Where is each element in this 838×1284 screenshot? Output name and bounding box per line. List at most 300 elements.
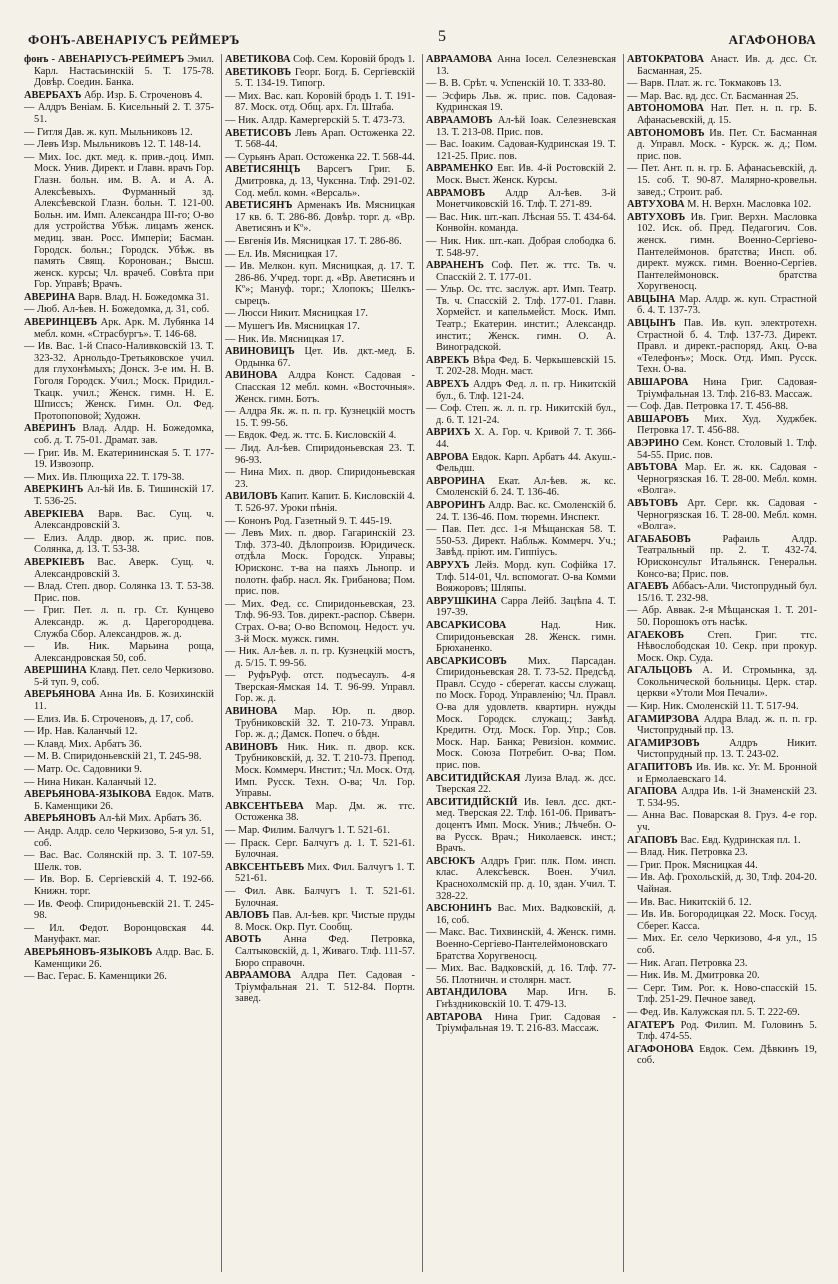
entry-details: — Ив. Ив. Богородицкая 22. Моск. Госуд. Сберег. Касса. xyxy=(627,909,817,932)
directory-entry xyxy=(627,738,817,761)
directory-entry xyxy=(24,484,214,507)
entry-details: Алдръ Григ. плк. Пом. инсп. клас. Алексѣевск. Воен. Учил. Краснохолмскій пр. д. 10, здан. Учил. Т. 328-22. xyxy=(436,855,616,902)
entry-surname: АГАЕКОВЪ xyxy=(627,629,685,641)
entry-details: — Клавд. Мих. Арбатъ 36. xyxy=(24,738,142,750)
entry-surname: АВЕТИКОВА xyxy=(225,54,291,65)
entry-details: — Мушегъ Ив. Мясницкая 17. xyxy=(225,321,360,333)
entry-details: Рафаиль Алдр. Театральный пр. 2. Т. 432-74. Юрисконсульт Итальянск. Генеральн. Консо-ва; Прис. пов. xyxy=(637,533,817,580)
entry-details: — Варв. Плат. ж. гс. Токмаковъ 13. xyxy=(627,78,782,90)
directory-entry xyxy=(426,379,616,402)
directory-entry xyxy=(627,762,817,785)
entry-surname: АВРОВА xyxy=(426,451,469,463)
directory-entry xyxy=(627,810,817,833)
directory-entry xyxy=(627,212,817,293)
directory-entry xyxy=(426,856,616,902)
directory-entry xyxy=(627,1007,817,1019)
directory-entry xyxy=(426,54,616,77)
page-number: 5 xyxy=(438,28,447,45)
entry-details: — Кононъ Род. Газетный 9. Т. 445-19. xyxy=(225,515,393,527)
directory-entry xyxy=(24,472,214,484)
entry-details: Алдръ Никит. Чистопрудный пр. 13. Т. 243-02. xyxy=(637,737,817,761)
entry-surname: АВРААМОВА xyxy=(225,970,292,982)
entry-surname: АВЕРЬЯНОВА-ЯЗЫКОВА xyxy=(24,789,152,801)
directory-entry xyxy=(225,346,415,369)
directory-entry xyxy=(627,377,817,400)
entry-details: — Фед. Ив. Калужская пл. 5. Т. 222-69. xyxy=(627,1006,800,1018)
entry-surname: АВРОРИНЪ xyxy=(426,499,486,511)
entry-details: — Серг. Тим. Рог. к. Ново-спасскій 15. Тлф. 251-29. Печное завед. xyxy=(627,982,817,1006)
directory-entry xyxy=(225,164,415,199)
directory-entry xyxy=(225,528,415,598)
directory-entry xyxy=(426,139,616,162)
directory-entry xyxy=(24,971,214,983)
directory-column-1 xyxy=(24,54,217,1272)
directory-entry xyxy=(225,516,415,528)
entry-surname: АВЕРИНЪ xyxy=(24,423,76,435)
entry-details: Вас. Евд. Кудринская пл. 1. xyxy=(677,834,801,846)
directory-entry xyxy=(426,1012,616,1035)
entry-details: Алдр. Вас. кс. Смоленскій б. 24. Т. 136-46. Пом. тюремн. Инспект. xyxy=(436,499,616,523)
entry-details: Арменакъ Ив. Мясницкая 17 кв. 6. Т. 286-86. Довѣр. торг. д. «Вр. Аветисянъ и Кº». xyxy=(235,200,415,235)
entry-details: — Абр. Аввак. 2-я Мѣщанская 1. Т. 201-50. Порошокъ отъ насѣк. xyxy=(627,605,817,628)
entry-details: — Григ. Прок. Мясницкая 44. xyxy=(627,859,758,871)
directory-entry xyxy=(225,152,415,164)
directory-entry xyxy=(627,1020,817,1043)
directory-entry xyxy=(426,987,616,1010)
directory-entry xyxy=(627,970,817,982)
entry-details: — Ив. Вас. 1-й Спасо-Наливковскій 13. Т. 323-32. Арнольдо-Третьяковское учил. для глухонѣмыхъ; Донск. 3-е им. Н. В. Гоголя Городск. Учил.; Моск. Придил.-Ткацк. учил.; Женск. гимн. Н. Е. Шписсъ; Женск. Гимн. Ол. Фед. Протопоповой; Художн. xyxy=(24,341,214,422)
directory-entry xyxy=(627,163,817,198)
entry-surname: АВЕТИСЯНЦЪ xyxy=(225,164,301,176)
entry-details: Нат. Пет. н. п. гр. Б. Афанасьевскій, д. 15. xyxy=(637,103,817,126)
entry-surname: АГАПОВА xyxy=(627,786,678,798)
entry-details: Мар. Юр. п. двор. Трубниковскій 32. Т. 210-73. Управл. Гор. ж. д.; Дамск. Попеч. о бѣдн. xyxy=(235,706,415,741)
entry-surname: АВТАРОВА xyxy=(426,1011,483,1023)
entry-details: Анна Ив. Б. Козихинскій 11. xyxy=(34,689,214,713)
entry-details: — Праск. Серг. Балчугъ д. 1. Т. 521-61. Булочная. xyxy=(225,837,415,861)
entry-surname: АВТАНДИЛОВА xyxy=(426,987,508,999)
entry-surname: АВИЛОВЪ xyxy=(225,491,278,503)
entry-details: — Мих. Фед. сс. Спиридоньевская, 23. Тлф. 96-93. Тов. директ.-распор. Сѣверн. Страх. О-ва; О-во Вспомоц. Недост. уч. 3-й Моск. мужск. гимн. xyxy=(225,598,415,645)
entry-details: Соф. Сем. Коровій бродъ 1. xyxy=(290,54,415,65)
directory-entry xyxy=(225,67,415,90)
directory-entry xyxy=(627,860,817,872)
directory-entry xyxy=(225,670,415,705)
directory-entry xyxy=(24,509,214,532)
entry-details: — Лид. Ал-ѣев. Спиридоньевская 23. Т. 96-93. xyxy=(225,443,415,466)
entry-details: — Григ. Ив. М. Екатерининская 5. Т. 177-19. Извозопр. xyxy=(24,447,214,471)
directory-entry xyxy=(225,430,415,442)
directory-entry xyxy=(225,599,415,645)
directory-entry xyxy=(627,54,817,77)
directory-entry xyxy=(24,826,214,849)
entry-surname: АВЕРЬЯНОВЪ xyxy=(24,813,97,825)
entry-details: Абр. Изр. Б. Строченовъ 4. xyxy=(81,89,203,101)
entry-details: — Елиз. Алдр. двор. ж. прис. пов. Солянка, д. 13. Т. 53-38. xyxy=(24,532,214,556)
entry-surname: АВЦЫНЪ xyxy=(627,318,676,330)
entry-details: Клавд. Пет. село Черкизово. 5-й туп. 9, соб. xyxy=(34,665,214,688)
directory-entry xyxy=(627,91,817,103)
directory-entry xyxy=(426,236,616,259)
directory-entry xyxy=(627,199,817,211)
directory-entry xyxy=(225,742,415,800)
entry-surname: АВРААМОВЪ xyxy=(426,114,493,126)
entry-surname: АВРУХЪ xyxy=(426,559,470,571)
directory-entry xyxy=(426,927,616,962)
entry-details: — Анна Вас. Поварская 8. Груз. 4-е гор. уч. xyxy=(627,810,817,833)
entry-details: Луиза Влад. ж. дсс. Тверская 22. xyxy=(436,772,616,796)
directory-entry xyxy=(627,438,817,461)
entry-details: — Елиз. Ив. Б. Строченовъ, д. 17, соб. xyxy=(24,713,194,725)
entry-details: Вас. Аверк. Сущ. ч. Александровскій 3. xyxy=(34,556,214,580)
directory-columns xyxy=(24,54,820,1272)
entry-details: — Ник. Ив. М. Дмитровка 20. xyxy=(627,970,760,982)
directory-entry xyxy=(627,498,817,533)
entry-surname: АВЕРКИНЪ xyxy=(24,484,84,496)
entry-details: Род. Филип. М. Головинъ 5. Тлф. 474-55. xyxy=(637,1019,817,1043)
directory-entry xyxy=(225,970,415,1005)
directory-entry xyxy=(24,317,214,340)
entry-details: — Влад. Ник. Петровка 23. xyxy=(627,847,748,859)
directory-entry xyxy=(627,847,817,859)
entry-surname: АГАМИРЗОВЪ xyxy=(627,737,700,749)
entry-details: — Влад. Степ. двор. Солянка 13. Т. 53-38. Прис. пов. xyxy=(24,581,214,604)
entry-details: — Кир. Ник. Смоленскій 11. Т. 517-94. xyxy=(627,701,799,713)
directory-entry xyxy=(426,355,616,378)
directory-entry xyxy=(24,947,214,970)
entry-details: — Пав. Пет. дсс. 1-я Мѣщанская 58. Т. 550-53. Директ. Набльж. Коммерч. Уч.; Завѣд. пріют. им. Гиппіусъ. xyxy=(426,524,616,559)
directory-entry xyxy=(627,958,817,970)
entry-details: — Алдра Як. ж. п. п. гр. Кузнецкій мостъ 15. Т. 99-56. xyxy=(225,406,415,429)
entry-details: Ал-ѣй Іоак. Селезневская 13. Т. 213-08. Прис. пов. xyxy=(436,114,616,138)
entry-details: — Ник. Агап. Петровка 23. xyxy=(627,957,748,969)
directory-entry xyxy=(627,701,817,713)
entry-surname: АВСЮНИНЪ xyxy=(426,903,492,915)
directory-entry xyxy=(627,897,817,909)
entry-surname: АВШАРОВА xyxy=(627,377,689,389)
entry-surname: АВЕРИНА xyxy=(24,291,76,303)
entry-surname: АВОТЬ xyxy=(225,934,262,946)
directory-entry xyxy=(24,789,214,812)
entry-details: — Мих. Вас. кап. Коровій бродъ 1. Т. 191-87. Моск. отд. Общ. арх. Гл. Штаба. xyxy=(225,90,415,114)
entry-details: — Мих. Вас. Вадковскій, д. 16. Тлф. 77-56. Плотничн. и столярн. маст. xyxy=(426,963,616,986)
entry-details: Ал-ѣй Мих. Арбатъ 36. xyxy=(96,813,202,825)
entry-surname: АВТОНОМОВЪ xyxy=(627,127,705,139)
directory-entry xyxy=(426,596,616,619)
entry-details: — Вас. Ник. шт.-кап. Лѣсная 55. Т. 434-64. Конвойн. команда. xyxy=(426,211,616,235)
entry-details: — Вас. Вас. Солянскій пр. 3. Т. 107-59. Шелк. тов. xyxy=(24,850,214,873)
entry-details: А. И. Стромынка, зд. Сокольнической больницы. Церк. стар. церкви «Утоли Моя Печали». xyxy=(637,665,817,700)
entry-details: Анна Фед. Петровка, Салтыковскій, д. 1, Живаго. Тлф. 111-57. Бюро справочн. xyxy=(235,934,415,969)
directory-entry xyxy=(225,128,415,151)
entry-details: Евдок. Сем. Дѣвкинъ 19, соб. xyxy=(637,1043,817,1067)
page-header xyxy=(28,28,816,50)
entry-surname: АГАПОВЪ xyxy=(627,834,678,846)
directory-entry xyxy=(426,656,616,772)
entry-details: Цет. Ив. дкт.-мед. Б. Ордынка 67. xyxy=(235,346,415,369)
entry-details: — Макс. Вас. Тихвинскій, 4. Женск. гимн. Военно-Сергіево-Пантелеймоновскаго Братства Хоругвеносц. xyxy=(426,927,616,962)
directory-entry xyxy=(426,476,616,499)
entry-details: Мар. Алдр. ж. куп. Страстной б. 4. Т. 137-73. xyxy=(637,293,817,317)
entry-details: Влад. Алдр. Н. Божедомка, соб. д. Т. 75-01. Драмат. зав. xyxy=(34,423,214,446)
entry-details: Аббасъ-Али. Чистопрудный бул. 15/16. Т. 232-98. xyxy=(637,581,817,604)
entry-details: Георг. Богд. Б. Сергіевскій 5. Т. 134-19. Типогр. xyxy=(235,66,415,90)
entry-details: — Мар. Вас. вд. дсс. Ст. Басманная 25. xyxy=(627,90,799,102)
directory-entry xyxy=(627,605,817,628)
entry-surname: АВЕРШИНА xyxy=(24,665,87,677)
directory-entry xyxy=(24,641,214,664)
entry-details: — В. В. Срѣт. ч. Успенскій 10. Т. 333-80. xyxy=(426,78,606,90)
entry-details: Алдр Ал-ѣев. 3-й Монетчиковскій 16. Тлф. Т. 271-89. xyxy=(436,187,616,211)
entry-details: Мих. Фил. Балчугъ 1. Т. 521-61. xyxy=(235,861,415,885)
entry-surname: АВИНОВА xyxy=(225,706,278,718)
entry-details: Пав. Ив. куп. электротехн. Страстной б. 4. Тлф. 137-73. Директ. Правл. и директ.-распоряд. Акц. О-ва «Телефонъ»; Моск. Отд. Имп. Русск. Техн. О-ва. xyxy=(637,318,817,376)
entry-details: — Нина Мих. п. двор. Спиридоньевская 23. xyxy=(225,467,415,490)
directory-entry xyxy=(627,128,817,163)
directory-entry xyxy=(24,304,214,316)
directory-entry xyxy=(426,91,616,114)
directory-entry xyxy=(24,127,214,139)
directory-column-3 xyxy=(422,54,619,1272)
entry-details: Варсегъ Григ. Б. Дмитровка, д. 13, Чукснна. Тлф. 291-02. Сод. мебл. комн. «Версаль». xyxy=(235,164,415,199)
entry-details: Мар. Дм. ж. ттс. Остоженка 38. xyxy=(235,800,415,824)
entry-surname: АГАЕВЪ xyxy=(627,581,669,593)
entry-details: Варв. Влад. Н. Божедомка 31. xyxy=(75,291,210,303)
entry-details: — Ив. Феоф. Спиридоньевскій 21. Т. 245-98. xyxy=(24,898,214,922)
directory-entry xyxy=(627,933,817,956)
directory-entry xyxy=(225,706,415,741)
directory-entry xyxy=(426,560,616,595)
entry-details: — Ил. Федот. Воронцовская 44. Мануфакт. маг. xyxy=(24,922,214,946)
entry-details: Евг. Ив. 4-й Ростовскій 2. Моск. Выст. Женск. Курсы. xyxy=(436,163,616,186)
entry-surname: АВТОНОМОВА xyxy=(627,103,705,115)
directory-entry xyxy=(24,813,214,825)
directory-entry xyxy=(627,983,817,1006)
directory-entry xyxy=(225,406,415,429)
entry-surname: АГАБАБОВЪ xyxy=(627,533,691,545)
entry-surname: АВСИТИДІЙСКІЙ xyxy=(426,796,518,808)
directory-entry xyxy=(225,321,415,333)
directory-entry xyxy=(627,401,817,413)
directory-entry xyxy=(225,261,415,307)
entry-details: — Ив. Вас. Никитскій б. 12. xyxy=(627,896,752,908)
directory-entry xyxy=(24,777,214,789)
directory-entry xyxy=(24,557,214,580)
entry-details: — Нина Никан. Каланчый 12. xyxy=(24,776,157,788)
directory-entry xyxy=(225,491,415,514)
directory-entry xyxy=(426,163,616,186)
entry-details: Капит. Капит. Б. Кисловскій 4. Т. 526-97. Уроки пѣнія. xyxy=(235,491,415,514)
entry-surname: АВЕТИСЯНЪ xyxy=(225,200,293,212)
directory-entry xyxy=(225,370,415,405)
directory-entry xyxy=(24,726,214,738)
directory-entry xyxy=(627,318,817,376)
entry-details: Варв. Вас. Сущ. ч. Александровскій 3. xyxy=(34,508,214,532)
directory-entry xyxy=(627,786,817,809)
entry-details: — РуфъРуф. отст. подъесаулъ. 4-я Тверская-Ямская 14. Т. 96-99. Управл. Гор. ж. д. xyxy=(225,670,415,705)
entry-surname: АВЕРЬЯНОВА xyxy=(24,689,96,701)
entry-surname: АВРААМОВА xyxy=(426,54,493,65)
entry-details: — Мих. Ег. село Черкизово, 4-я ул., 15 соб. xyxy=(627,933,817,956)
directory-entry xyxy=(24,751,214,763)
entry-details: — Пет. Ант. п. н. гр. Б. Афанасьевскій, д. 15. соб. Т. 90-87. Малярно-кровельн. завед.; Строит. раб. xyxy=(627,163,817,198)
entry-details: Левъ Арап. Остоженка 22. Т. 568-44. xyxy=(235,127,415,151)
entry-details: — Ир. Нав. Каланчый 12. xyxy=(24,726,138,738)
directory-entry xyxy=(225,443,415,466)
directory-entry xyxy=(426,903,616,926)
directory-entry xyxy=(225,825,415,837)
directory-entry xyxy=(627,581,817,604)
entry-surname: АВРАМЕНКО xyxy=(426,163,494,175)
entry-details: — Евгенія Ив. Мясницкая 17. Т. 286-86. xyxy=(225,235,402,247)
directory-entry xyxy=(225,115,415,127)
directory-column-4 xyxy=(623,54,820,1272)
entry-details: Соф. Пет. ж. ттс. Тв. ч. Спасскій 2. Т. 177-01. xyxy=(436,260,616,283)
entry-details: Ал-ѣй Ив. Б. Тишинскій 17. Т. 536-25. xyxy=(34,484,214,507)
directory-entry xyxy=(24,292,214,304)
directory-entry xyxy=(225,334,415,346)
directory-entry xyxy=(627,909,817,932)
directory-entry xyxy=(426,963,616,986)
directory-entry xyxy=(225,200,415,235)
entry-details: — Левъ Мих. п. двор. Гагаринскій 23. Тлф. 373-40. Дѣлопроизв. Юридическ. отдѣла Моск. Городск. Управы; Юрисконс. т-ва на паяхъ Льнопр. и полотн. фабр. насл. Як. Грибанова; Пом. прис. пов. xyxy=(225,528,415,598)
directory-entry xyxy=(627,835,817,847)
entry-details: Алдра Конст. Садовая - Спасская 12 мебл. комн. «Восточныя». Женск. гимн. Ботъ. xyxy=(235,370,415,405)
entry-details: — Ульр. Ос. ттс. заслуж. арт. Имп. Театр. Тв. ч. Спасскій 2. Тлф. 177-01. Главн. Хормейст. и капельмейст. Моск. Имп. Театр.; Екатерин. инстит.; Александр. инстит.; Женск. гимн. О. А. Виноградской. xyxy=(426,284,616,354)
entry-details: — Фил. Авк. Балчугъ 1. Т. 521-61. Булочная. xyxy=(225,885,415,909)
directory-entry xyxy=(24,533,214,556)
directory-entry xyxy=(24,423,214,446)
entry-details: Мар. Ег. ж. кк. Садовая - Черногрязская 16. Т. 28-00. Мебл. комн. «Волга». xyxy=(637,462,817,497)
directory-entry xyxy=(627,630,817,665)
entry-surname: АВСАРКИСОВЪ xyxy=(426,655,507,667)
entry-details: Эмил. Карл. Настасьинскій 5. Т. 175-78. Довѣр. Соедин. Банка. xyxy=(34,54,214,89)
entry-surname: АГАТЕРЪ xyxy=(627,1019,675,1031)
entry-details: Алдра Влад. ж. п. п. гр. Чистопрудный пр. 13. xyxy=(637,713,817,737)
entry-details: Ник. Ник. п. двор. кск. Трубниковскій, д. 32. Т. 210-73. Препод. Моск. Коммерч. Инстит.; Чл. Моск. Отд. Имп. Русск. Техн. О-ва; Чл. Гор. Управы. xyxy=(235,741,415,800)
entry-surname: АВСАРКИСОВА xyxy=(426,619,507,631)
entry-details: Анаст. Ив. д. дсс. Ст. Басманная, 25. xyxy=(637,54,817,77)
directory-entry xyxy=(627,462,817,497)
entry-details: — Евдок. Фед. ж. ттс. Б. Кисловскій 4. xyxy=(225,430,397,442)
entry-details: Алдр. Вас. Б. Каменщики 26. xyxy=(34,946,214,970)
entry-surname: АВЕТИСОВЪ xyxy=(225,127,292,139)
entry-details: — Вас. Герас. Б. Каменщики 26. xyxy=(24,971,167,983)
entry-details: — Мих. Ив. Плющиха 22. Т. 179-38. xyxy=(24,471,185,483)
entry-details: Степ. Григ. ттс. Нѣвослободская 10. Секр. при прокур. Моск. Окр. Суда. xyxy=(637,629,817,664)
directory-column-2 xyxy=(221,54,418,1272)
entry-surname: АГАПИТОВЪ xyxy=(627,762,693,774)
directory-entry xyxy=(225,886,415,909)
entry-details: Арк. Арк. М. Лубянка 14 мебл. комн. «Страсбургъ». Т. 146-68. xyxy=(34,317,214,340)
entry-details: — Гитля Дав. ж. куп. Мыльниковъ 12. xyxy=(24,126,193,138)
entry-surname: АВЦЫНА xyxy=(627,293,676,305)
directory-entry xyxy=(24,54,214,89)
entry-surname: АВЕРБАХЪ xyxy=(24,89,82,101)
directory-entry xyxy=(24,689,214,712)
entry-details: Алдра Ив. 1-й Знаменскій 23. Т. 534-95. xyxy=(637,786,817,809)
entry-details: — Вас. Іоаким. Садовая-Кудринская 19. Т. 121-25. Прис. пов. xyxy=(426,139,616,162)
entry-details: Алдръ Фед. л. п. гр. Никитскій бул., 6. Тлф. 121-24. xyxy=(436,379,616,402)
directory-entry xyxy=(426,427,616,450)
entry-details: Ив. Ив. кс. Уг. М. Бронной и Ермолаевскаго 14. xyxy=(637,762,817,785)
entry-details: Евдок. Карп. Арбатъ 44. Акуш.-Фельдш. xyxy=(436,451,616,475)
directory-entry xyxy=(24,764,214,776)
entry-surname: АВРОРИНА xyxy=(426,475,485,487)
entry-details: — Ив. Вор. Б. Сергіевскій 4. Т. 192-66. Книжн. торг. xyxy=(24,874,214,897)
entry-surname: АВРЕКЪ xyxy=(426,354,470,366)
directory-entry xyxy=(426,284,616,354)
directory-entry xyxy=(627,714,817,737)
entry-details: — Григ. Пет. л. п. гр. Ст. Кунцево Александр. ж. д. Царегородцева. Служба Сбор. Александров. ж. д. xyxy=(24,605,214,640)
directory-entry xyxy=(426,212,616,235)
entry-details: — Люб. Ал-ѣев. Н. Божедомка, д. 31, соб. xyxy=(24,304,210,316)
entry-details: Лейз. Морд. куп. Софійка 17. Тлф. 514-01, Чл. вспомогат. О-ва Комми Вояжоровъ; Шляпы. xyxy=(436,559,616,595)
entry-details: — Ив. Ник. Марьина роща, Александровская 50, соб. xyxy=(24,641,214,664)
directory-entry xyxy=(627,414,817,437)
entry-details: Евдок. Матв. Б. Каменщики 26. xyxy=(34,789,214,812)
entry-surname: АВТУХОВЪ xyxy=(627,211,686,223)
directory-entry xyxy=(627,534,817,580)
entry-details: — Ник. Ник. шт.-кап. Добрая слободка 6. Т. 548-97. xyxy=(426,235,616,259)
entry-details: Х. А. Гор. ч. Кривой 7. Т. 366-44. xyxy=(436,427,616,450)
entry-surname: АВТОКРАТОВА xyxy=(627,54,704,65)
directory-entry xyxy=(426,78,616,90)
entry-details: — Соф. Дав. Петровка 17. Т. 456-88. xyxy=(627,401,789,413)
entry-surname: АГАМИРЗОВА xyxy=(627,713,700,725)
entry-details: Нина Григ. Садовая-Тріумфальная 13. Тлф. 216-83. Массаж. xyxy=(637,377,817,400)
entry-surname: АВКСЕНТЬЕВЪ xyxy=(225,861,305,873)
entry-surname: АВТУХОВА xyxy=(627,199,685,211)
entry-surname: АВРЕХЪ xyxy=(426,379,470,391)
directory-entry xyxy=(426,620,616,655)
entry-surname: АВЕРКІЕВЪ xyxy=(24,556,85,568)
directory-entry xyxy=(225,862,415,885)
entry-details: Мих. Худ. Худжбек. Петровка 17. Т. 456-88. xyxy=(637,413,817,437)
entry-details: Ив. Іевл. дсс. дкт.-мед. Тверская 22. Тлф. 161-06. Приватъ-доцентъ Имп. Моск. Унив.; Лѣчебн. О-ва Русск. Врач.; Николаевск. инст.; Врачъ. xyxy=(436,796,616,855)
directory-entry xyxy=(225,838,415,861)
directory-entry xyxy=(225,467,415,490)
directory-entry xyxy=(225,91,415,114)
directory-entry xyxy=(426,797,616,855)
header-right-title: АГАФОНОВА xyxy=(728,32,816,47)
entry-surname: АВЕТИКОВЪ xyxy=(225,66,292,78)
entry-surname: АВШАРОВЪ xyxy=(627,413,690,425)
entry-surname: АВЪТОВА xyxy=(627,462,678,474)
directory-entry xyxy=(627,103,817,126)
directory-entry xyxy=(24,139,214,151)
entry-details: Анна Іосел. Селезневская 13. xyxy=(436,54,616,77)
entry-surname: АВКСЕНТЬЕВА xyxy=(225,800,304,812)
directory-entry xyxy=(225,910,415,933)
directory-entry xyxy=(24,605,214,640)
entry-surname: АВЕРИНЦЕВЪ xyxy=(24,317,98,329)
directory-entry xyxy=(24,341,214,422)
entry-details: Сарра Лейб. Зацѣпа 4. Т. 197-39. xyxy=(436,595,616,619)
entry-details: — Андр. Алдр. село Черкизово, 5-я ул. 51, соб. xyxy=(24,826,214,849)
directory-entry xyxy=(24,850,214,873)
entry-details: — Ив. Мелкон. куп. Мясницкая, д. 17. Т. 286-86. Учред. торг. д. «Вр. Аветисянъ и Кº»; Мануф. торг.; Хлопокъ; Шелкъ-сырецъ. xyxy=(225,261,415,307)
entry-details: — Ник. Алдр. Камергерскій 5. Т. 473-73. xyxy=(225,114,406,126)
directory-entry xyxy=(627,872,817,895)
directory-entry xyxy=(225,308,415,320)
directory-entry xyxy=(24,90,214,102)
directory-entry xyxy=(225,934,415,969)
entry-surname: АВРИХЪ xyxy=(426,427,471,439)
entry-details: Ив. Пет. Ст. Басманная д. Управл. Моск. - Курск. ж. д.; Пом. прис. пов. xyxy=(637,127,817,162)
entry-surname: АВЕРКІЕВА xyxy=(24,508,84,520)
entry-surname: АГАФОНОВА xyxy=(627,1043,694,1055)
